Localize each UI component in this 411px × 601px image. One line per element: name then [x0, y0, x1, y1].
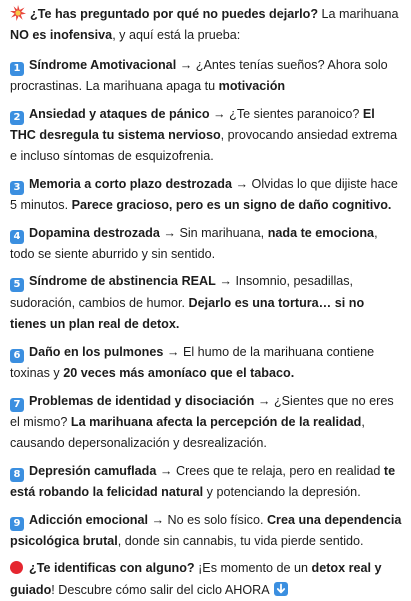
item-title: Dopamina destrozada — [29, 225, 160, 240]
red-circle-icon — [10, 561, 23, 574]
keycap-9-icon: 9 — [10, 517, 24, 531]
list-item — [10, 174, 403, 217]
item-emphasis: 20 veces más amoníaco que el tabaco. — [63, 366, 295, 381]
item-title: Adicción emocional — [29, 512, 148, 527]
cta-tail: ! Descubre cómo salir del ciclo AHORA — [51, 582, 270, 597]
intro-lead: ¿Te has preguntado por qué no puedes dejarlo? — [30, 7, 319, 21]
item-title: Problemas de identidad y disociación — [29, 393, 255, 408]
item-emphasis: Dejarlo es una tortura… si no tienes un plan real de detox. — [10, 295, 365, 332]
item-text: → ¿Sientes que no eres el mismo? — [10, 393, 394, 429]
item-emphasis: La marihuana afecta la percepción de la realidad — [70, 414, 362, 429]
intro-tail: , y aquí está la prueba: — [112, 28, 241, 43]
item-emphasis: motivación — [218, 79, 286, 94]
item-text: → ¿Antes tenías sueños? Ahora solo procrastinas. La marihuana apaga tu — [10, 57, 388, 94]
item-title: Ansiedad y ataques de pánico — [29, 106, 210, 121]
intro-paragraph — [10, 4, 403, 47]
down-arrow-icon — [274, 582, 288, 596]
collision-burst-icon — [10, 5, 26, 21]
item-emphasis: nada te emociona — [267, 225, 375, 240]
item-emphasis: Parece gracioso, pero es un signo de daño cognitivo. — [71, 198, 392, 213]
list-item — [10, 391, 403, 455]
keycap-8-icon: 8 — [10, 468, 24, 482]
keycap-5-icon: 5 — [10, 278, 24, 292]
list-item — [10, 55, 403, 98]
item-tail: , causando depersonalización y desrealización. — [10, 414, 365, 451]
item-emphasis: El THC desregula tu sistema nervioso — [10, 106, 375, 143]
item-title: Síndrome Amotivacional — [29, 57, 177, 72]
item-tail: , provocando ansiedad extrema e incluso síntomas de esquizofrenia. — [10, 128, 398, 164]
item-tail: , donde sin cannabis, tu vida pierde sentido. — [117, 533, 364, 548]
cta-paragraph — [10, 558, 403, 601]
item-text: → El humo de la marihuana contiene toxinas y — [10, 344, 375, 381]
list-item — [10, 104, 403, 168]
keycap-7-icon: 7 — [10, 398, 24, 412]
cta-emphasis: detox real y guiado — [10, 561, 382, 597]
item-title: Depresión camuflada — [29, 463, 157, 478]
item-emphasis: te está robando la felicidad natural — [10, 463, 396, 500]
list-item — [10, 223, 403, 266]
item-tail: , todo se siente aburrido y sin sentido. — [10, 225, 378, 262]
item-title: Síndrome de abstinencia REAL — [29, 274, 216, 289]
cta-text: ¡Es momento de un — [194, 561, 312, 576]
item-emphasis: Crea una dependencia psicológica brutal — [10, 512, 402, 548]
cta-lead: ¿Te identificas con alguno? — [29, 561, 195, 576]
item-text: → Insomnio, pesadillas, sudoración, cambios de humor. — [10, 274, 354, 310]
list-item — [10, 271, 403, 335]
keycap-2-icon: 2 — [10, 111, 24, 125]
list-item — [10, 461, 403, 504]
list-item — [10, 510, 403, 553]
item-text: → No es solo físico. — [147, 512, 267, 527]
intro-text: La marihuana — [318, 7, 399, 21]
keycap-3-icon: 3 — [10, 181, 24, 195]
keycap-6-icon: 6 — [10, 349, 24, 363]
list-item — [10, 342, 403, 385]
intro-emphasis: NO es inofensiva — [10, 28, 113, 43]
item-title: Daño en los pulmones — [29, 344, 164, 359]
item-text: → ¿Te sientes paranoico? — [209, 106, 363, 121]
keycap-4-icon: 4 — [10, 230, 24, 244]
item-tail: y potenciando la depresión. — [203, 485, 361, 500]
item-title: Memoria a corto plazo destrozada — [29, 176, 232, 191]
item-text: → Sin marihuana, — [159, 225, 268, 240]
keycap-1-icon: 1 — [10, 62, 24, 76]
item-text: → Olvidas lo que dijiste hace 5 minutos. — [10, 176, 398, 213]
item-text: → Crees que te relaja, pero en realidad — [156, 463, 384, 478]
